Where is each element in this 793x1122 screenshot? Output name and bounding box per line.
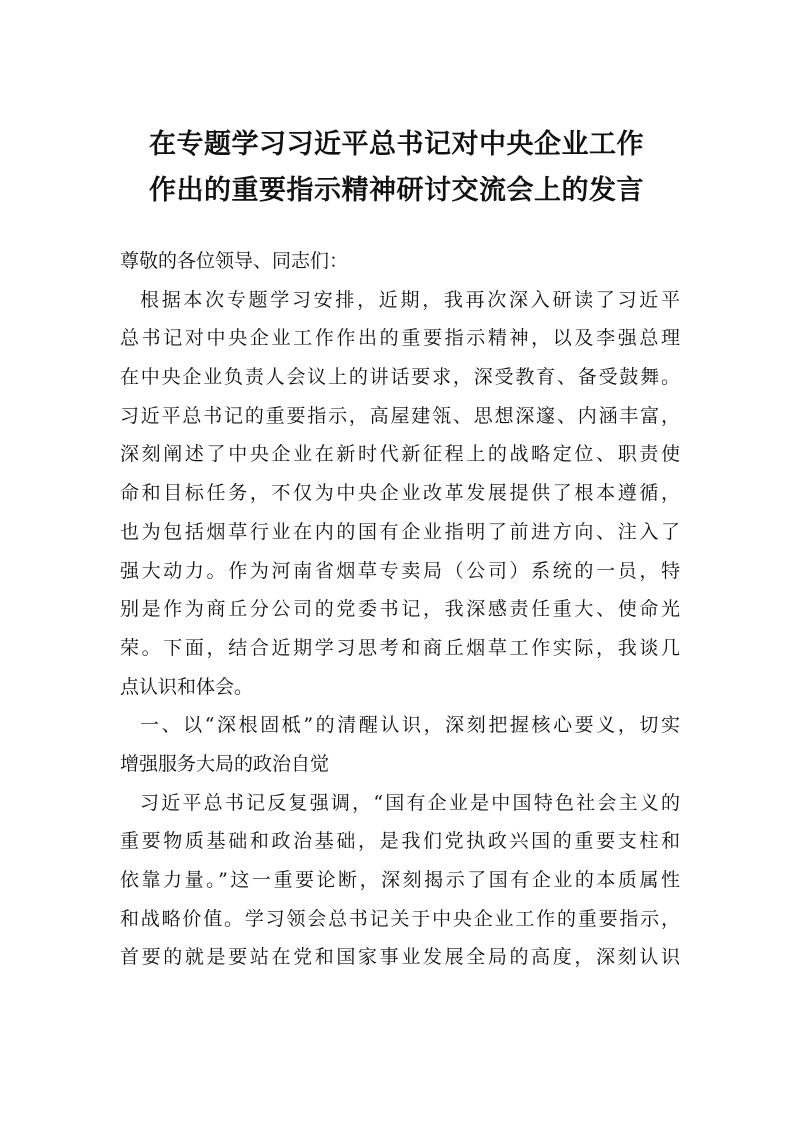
text-line: 依靠力量。”这一重要论断，深刻揭示了国有企业的本质属性 <box>120 869 680 891</box>
section-heading-line: 增强服务大局的政治自觉 <box>120 752 330 775</box>
text-line: 和战略价值。学习领会总书记关于中央企业工作的重要指示， <box>120 907 680 930</box>
text-line: 强大动力。作为河南省烟草专卖局（公司）系统的一员，特 <box>120 559 680 582</box>
document-title <box>80 122 713 214</box>
text-line: 习近平总书记的重要指示，高屋建瓴、思想深邃、内涵丰富， <box>120 404 680 427</box>
text-line: 根据本次专题学习安排，近期，我再次深入研读了习近平 <box>140 288 680 311</box>
title-line-1: 在专题学习习近平总书记对中央企业工作 <box>149 129 644 160</box>
text-line: 命和目标任务，不仅为中央企业改革发展提供了根本遵循， <box>120 482 680 505</box>
text-line: 习近平总书记反复强调，“国有企业是中国特色社会主义的 <box>140 791 680 814</box>
text-line: 荣。下面，结合近期学习思考和商丘烟草工作实际，我谈几 <box>120 636 680 659</box>
text-line: 在中央企业负责人会议上的讲话要求，深受教育、备受鼓舞。 <box>120 366 680 389</box>
text-line: 首要的就是要站在党和国家事业发展全局的高度，深刻认识 <box>120 946 680 969</box>
text-line: 总书记对中央企业工作作出的重要指示精神，以及李强总理 <box>120 327 680 350</box>
text-line: 也为包括烟草行业在内的国有企业指明了前进方向、注入了 <box>120 520 680 543</box>
text-line: 深刻阐述了中央企业在新时代新征程上的战略定位、职责使 <box>120 443 680 466</box>
section-heading-line: 一、以“深根固柢”的清醒认识，深刻把握核心要义，切实 <box>140 714 680 737</box>
salutation: 尊敬的各位领导、同志们： <box>120 250 349 272</box>
text-line: 别是作为商丘分公司的党委书记，我深感责任重大、使命光 <box>120 598 680 621</box>
title-line-2: 作出的重要指示精神研讨交流会上的发言 <box>149 175 644 206</box>
text-line: 点认识和体会。 <box>120 675 254 698</box>
text-line: 重要物质基础和政治基础，是我们党执政兴国的重要支柱和 <box>120 830 680 853</box>
document-body <box>120 242 680 977</box>
